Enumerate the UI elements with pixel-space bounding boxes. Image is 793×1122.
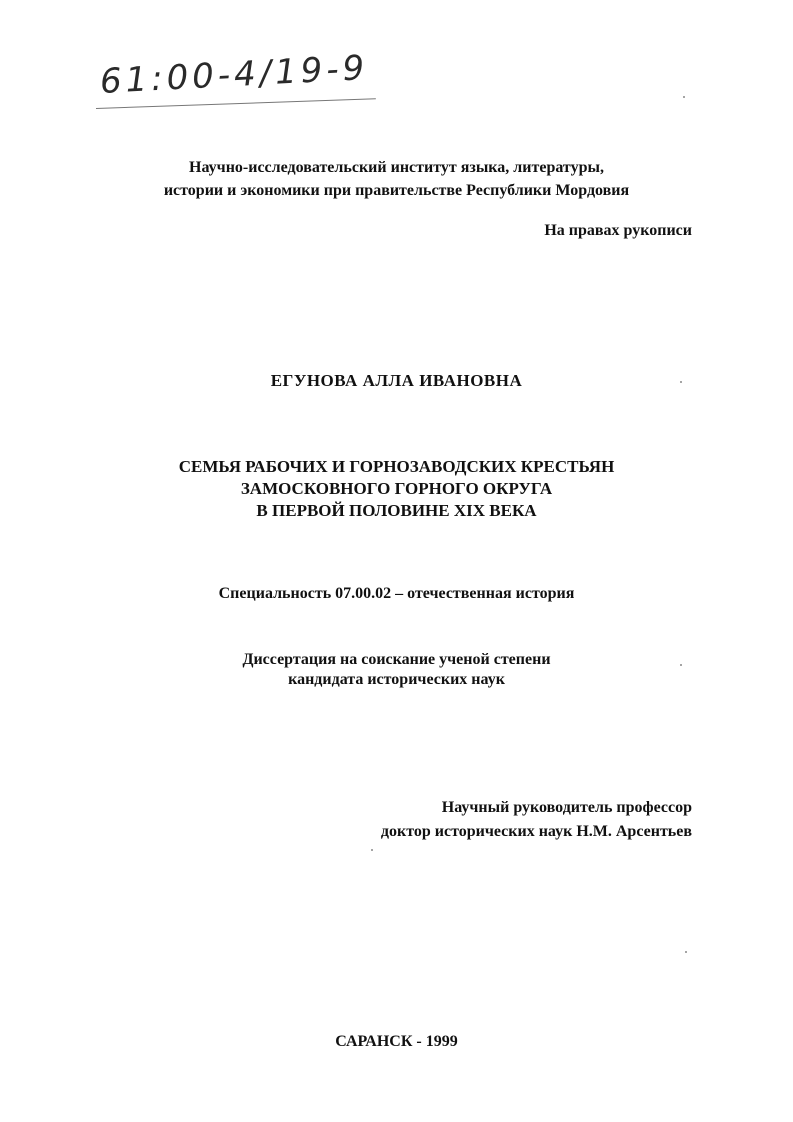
manuscript-rights: На правах рукописи — [544, 222, 692, 239]
dissertation-line-2: кандидата исторических наук — [288, 671, 505, 688]
title-line-3: В ПЕРВОЙ ПОЛОВИНЕ XIX ВЕКА — [256, 501, 537, 520]
scan-speck — [680, 381, 682, 383]
title-line-1: СЕМЬЯ РАБОЧИХ И ГОРНОЗАВОДСКИХ КРЕСТЬЯН — [178, 457, 615, 476]
scan-speck — [683, 96, 685, 98]
supervisor-line-1: Научный руководитель профессор — [441, 799, 692, 816]
supervisor-line-2: доктор исторических наук Н.М. Арсентьев — [380, 823, 692, 840]
specialty: Специальность 07.00.02 – отечественная история — [218, 585, 575, 602]
handwritten-catalog-code: 61:00-4/19-9 — [98, 47, 370, 102]
institute-line-1: Научно-исследовательский институт языка, литературы, — [189, 159, 604, 176]
dissertation-line-1: Диссертация на соискание ученой степени — [242, 651, 551, 668]
institute-line-2: истории и экономики при правительстве Республики Мордовия — [163, 182, 630, 199]
scan-speck — [371, 849, 373, 851]
author-name: ЕГУНОВА АЛЛА ИВАНОВНА — [270, 371, 523, 390]
scan-speck — [680, 664, 682, 666]
scan-speck — [685, 951, 687, 953]
title-line-2: ЗАМОСКОВНОГО ГОРНОГО ОКРУГА — [240, 479, 553, 498]
city-year: САРАНСК - 1999 — [335, 1033, 458, 1050]
